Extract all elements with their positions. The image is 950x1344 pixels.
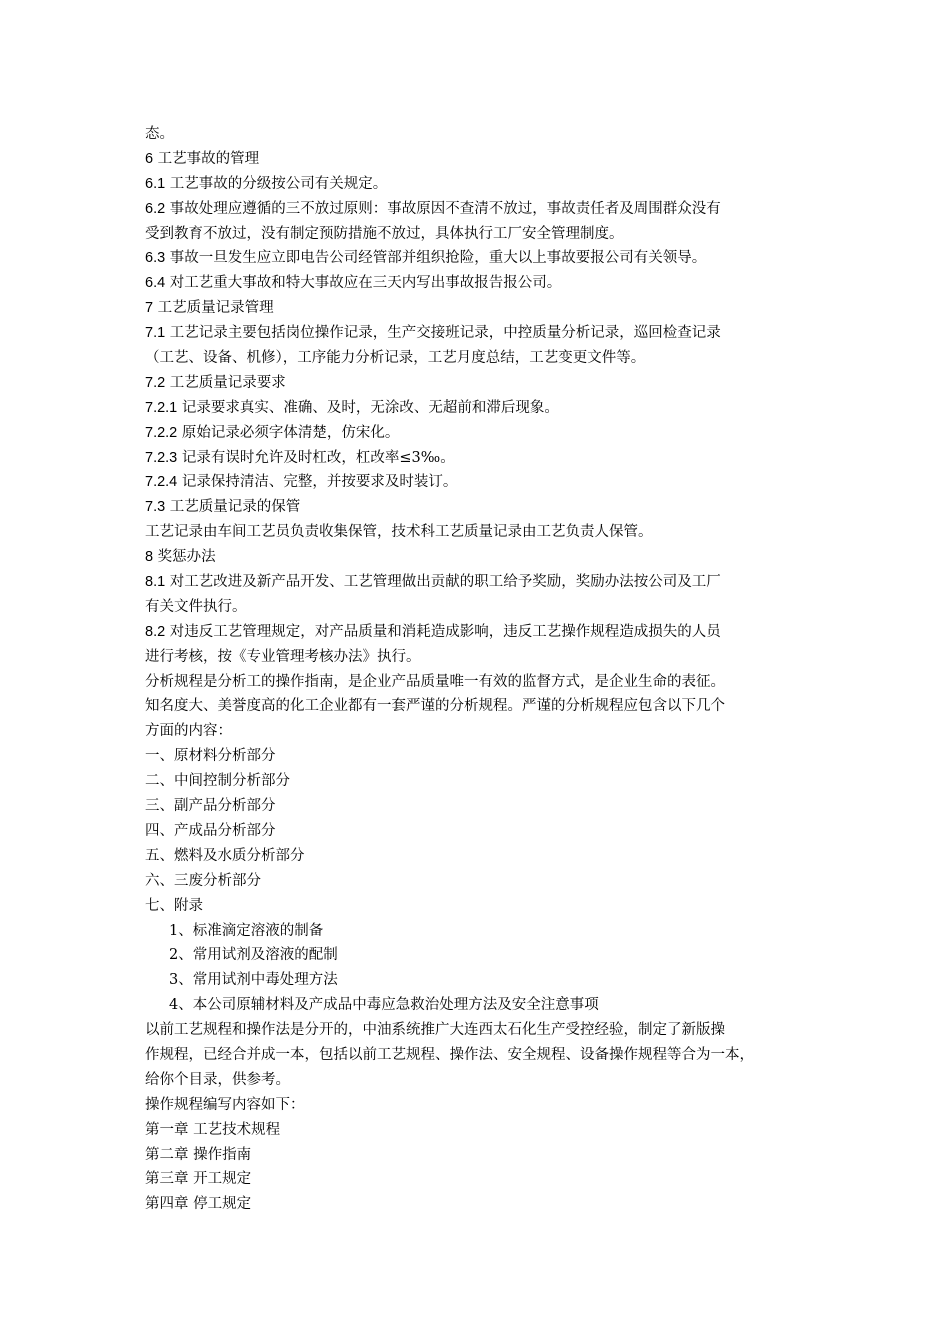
line-text: 4、本公司原辅材料及产成品中毒应急救治处理方法及安全注意事项 — [169, 997, 599, 1014]
line-text: 一、原材料分析部分 — [145, 748, 276, 765]
text-line — [145, 197, 815, 222]
line-text: 作规程，已经合并成一本，包括以前工艺规程、操作法、安全规程、设备操作规程等合为一本， — [145, 1046, 754, 1063]
text-line — [145, 1093, 815, 1118]
line-text: 知名度大、美誉度高的化工企业都有一套严谨的分析规程。严谨的分析规程应包含以下几个 — [145, 698, 725, 715]
section-number: 7.2 — [145, 374, 166, 391]
text-line — [145, 694, 815, 719]
line-text: 第三章 开工规定 — [145, 1171, 252, 1188]
line-text: 有关文件执行。 — [145, 598, 247, 615]
text-line — [145, 246, 815, 271]
text-line — [145, 222, 815, 247]
text-line — [145, 670, 815, 695]
line-text: 工艺质量记录管理 — [153, 300, 274, 317]
line-text: 给你个目录，供参考。 — [145, 1071, 290, 1088]
line-text: 第二章 操作指南 — [145, 1146, 252, 1163]
line-text: 记录要求真实、准确、及时，无涂改、无超前和滞后现象。 — [177, 399, 559, 416]
text-line — [145, 1192, 815, 1217]
line-text: 记录有误时允许及时杠改，杠改率≤3‰。 — [177, 449, 455, 466]
text-line — [145, 1043, 815, 1068]
text-line — [145, 371, 815, 396]
line-text: 七、附录 — [145, 897, 203, 914]
section-number: 7.2.3 — [145, 449, 178, 466]
text-line — [145, 719, 815, 744]
section-number: 7 — [145, 300, 154, 317]
text-line — [145, 869, 815, 894]
line-text: 受到教育不放过，没有制定预防措施不放过，具体执行工厂安全管理制度。 — [145, 225, 624, 242]
line-text: 奖惩办法 — [153, 549, 216, 566]
text-line — [145, 147, 815, 172]
section-number: 6.1 — [145, 175, 166, 192]
text-line — [145, 620, 815, 645]
line-text: 进行考核，按《专业管理考核办法》执行。 — [145, 648, 421, 665]
line-text: 原始记录必须字体清楚，仿宋化。 — [177, 424, 400, 441]
line-text: 工艺事故的管理 — [153, 150, 260, 167]
line-text: 态。 — [145, 126, 174, 142]
line-text: 四、产成品分析部分 — [145, 822, 276, 839]
line-text: 工艺事故的分级按公司有关规定。 — [165, 175, 388, 192]
text-line — [145, 819, 815, 844]
text-line — [145, 421, 815, 446]
line-text: 六、三废分析部分 — [145, 872, 261, 889]
text-line — [145, 570, 815, 595]
text-line — [145, 172, 815, 197]
section-number: 6 — [145, 150, 154, 167]
text-line — [145, 595, 815, 620]
text-line — [145, 1118, 815, 1143]
line-text: 五、燃料及水质分析部分 — [145, 847, 305, 864]
line-text: 操作规程编写内容如下： — [145, 1096, 305, 1113]
line-text: 第四章 停工规定 — [145, 1196, 252, 1213]
line-text: （工艺、设备、机修），工序能力分析记录，工艺月度总结，工艺变更文件等。 — [145, 350, 646, 367]
text-line — [145, 744, 815, 769]
text-line — [145, 321, 815, 346]
section-number: 7.2.4 — [145, 474, 178, 491]
line-text: 二、中间控制分析部分 — [145, 773, 290, 790]
line-text: 工艺记录主要包括岗位操作记录，生产交接班记录，中控质量分析记录，巡回检查记录 — [165, 325, 721, 342]
text-line — [145, 495, 815, 520]
line-text: 对违反工艺管理规定，对产品质量和消耗造成影响，违反工艺操作规程造成损失的人员 — [165, 623, 721, 640]
text-line — [145, 919, 815, 944]
line-text: 事故处理应遵循的三不放过原则：事故原因不查清不放过，事故责任者及周围群众没有 — [165, 200, 721, 217]
section-number: 6.2 — [145, 200, 166, 217]
line-text: 记录保持清洁、完整，并按要求及时装订。 — [177, 474, 458, 491]
text-line — [145, 943, 815, 968]
text-line — [145, 844, 815, 869]
text-line — [145, 1068, 815, 1093]
text-line — [145, 446, 815, 471]
text-line — [145, 346, 815, 371]
text-line — [145, 968, 815, 993]
line-text: 方面的内容： — [145, 723, 232, 740]
line-text: 工艺质量记录要求 — [165, 374, 286, 391]
line-text: 以前工艺规程和操作法是分开的，中油系统推广大连西太石化生产受控经验，制定了新版操 — [145, 1022, 725, 1039]
section-number: 8 — [145, 549, 154, 566]
line-text: 分析规程是分析工的操作指南，是企业产品质量唯一有效的监督方式，是企业生命的表征。 — [145, 673, 725, 690]
section-number: 8.1 — [145, 574, 166, 591]
section-number: 7.2.2 — [145, 424, 178, 441]
section-number: 7.2.1 — [145, 399, 178, 416]
section-number: 8.2 — [145, 623, 166, 640]
line-text: 第一章 工艺技术规程 — [145, 1121, 281, 1138]
text-line — [145, 296, 815, 321]
text-line — [145, 645, 815, 670]
line-text: 三、副产品分析部分 — [145, 798, 276, 815]
line-text: 2、常用试剂及溶液的配制 — [169, 947, 338, 964]
text-line — [145, 396, 815, 421]
line-text: 工艺记录由车间工艺员负责收集保管，技术科工艺质量记录由工艺负责人保管。 — [145, 524, 653, 541]
text-line — [145, 122, 815, 147]
line-text: 事故一旦发生应立即电告公司经管部并组织抢险，重大以上事故要报公司有关领导。 — [165, 250, 707, 267]
text-line — [145, 470, 815, 495]
line-text: 对工艺重大事故和特大事故应在三天内写出事故报告报公司。 — [165, 275, 562, 292]
text-line — [145, 993, 815, 1018]
text-line — [145, 1143, 815, 1168]
text-line — [145, 271, 815, 296]
text-line — [145, 545, 815, 570]
text-line — [145, 1018, 815, 1043]
text-line — [145, 1167, 815, 1192]
section-number: 6.4 — [145, 275, 166, 292]
text-line — [145, 894, 815, 919]
text-line — [145, 520, 815, 545]
text-line — [145, 794, 815, 819]
line-text: 1、标准滴定溶液的制备 — [169, 922, 324, 939]
line-text: 对工艺改进及新产品开发、工艺管理做出贡献的职工给予奖励，奖励办法按公司及工厂 — [165, 574, 721, 591]
text-line — [145, 769, 815, 794]
section-number: 7.1 — [145, 325, 166, 342]
section-number: 6.3 — [145, 250, 166, 267]
line-text: 工艺质量记录的保管 — [165, 499, 301, 516]
section-number: 7.3 — [145, 499, 166, 516]
document-page — [145, 122, 815, 1217]
line-text: 3、常用试剂中毒处理方法 — [169, 972, 338, 989]
